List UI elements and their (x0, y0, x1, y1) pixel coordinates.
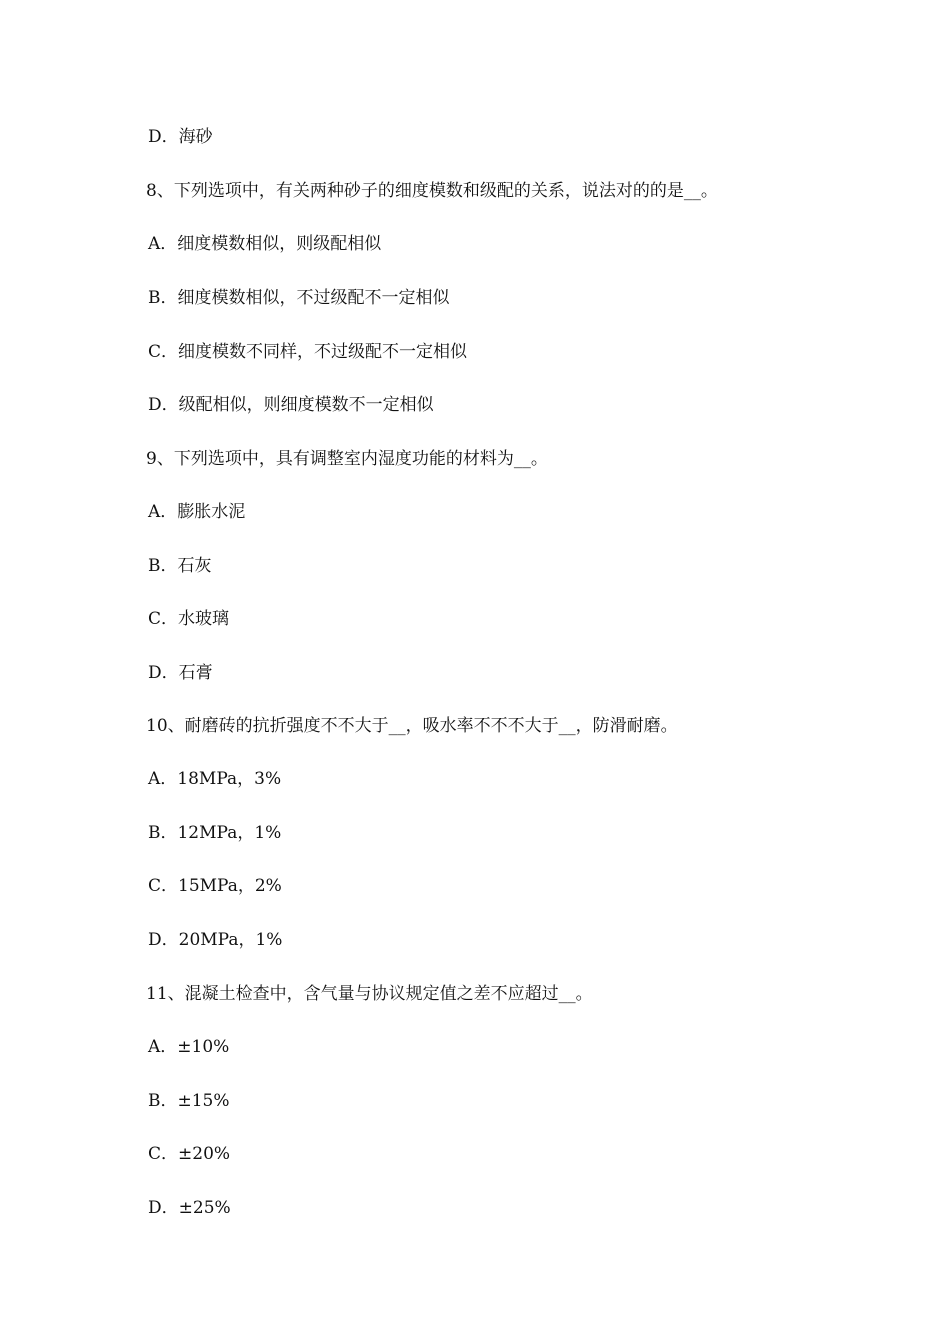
option-c-q11: C．±20% (148, 1144, 231, 1164)
option-d-q7: D．海砂 (148, 127, 213, 147)
question-11: 11、混凝土检查中，含气量与协议规定值之差不应超过__。 (146, 984, 593, 1004)
question-9: 9、下列选项中，具有调整室内湿度功能的材料为__。 (146, 449, 548, 469)
question-8: 8、下列选项中，有关两种砂子的细度模数和级配的关系，说法对的的是__。 (146, 181, 718, 201)
option-d-q10: D．20MPa，1% (148, 930, 283, 950)
option-c-q9: C．水玻璃 (148, 609, 230, 629)
option-a-q11: A．±10% (148, 1037, 230, 1057)
option-b-q8: B．细度模数相似，不过级配不一定相似 (148, 288, 450, 308)
option-a-q10: A．18MPa，3% (148, 769, 282, 789)
question-10: 10、耐磨砖的抗折强度不不大于__，吸水率不不不大于__，防滑耐磨。 (146, 716, 678, 736)
option-a-q9: A．膨胀水泥 (148, 502, 246, 522)
option-d-q8: D．级配相似，则细度模数不一定相似 (148, 395, 434, 415)
option-c-q8: C．细度模数不同样，不过级配不一定相似 (148, 342, 468, 362)
option-c-q10: C．15MPa，2% (148, 876, 282, 896)
option-d-q9: D．石膏 (148, 663, 213, 683)
option-a-q8: A．细度模数相似，则级配相似 (148, 234, 382, 254)
option-b-q9: B．石灰 (148, 556, 212, 576)
option-b-q10: B．12MPa，1% (148, 823, 282, 843)
option-b-q11: B．±15% (148, 1091, 230, 1111)
option-d-q11: D．±25% (148, 1198, 231, 1218)
